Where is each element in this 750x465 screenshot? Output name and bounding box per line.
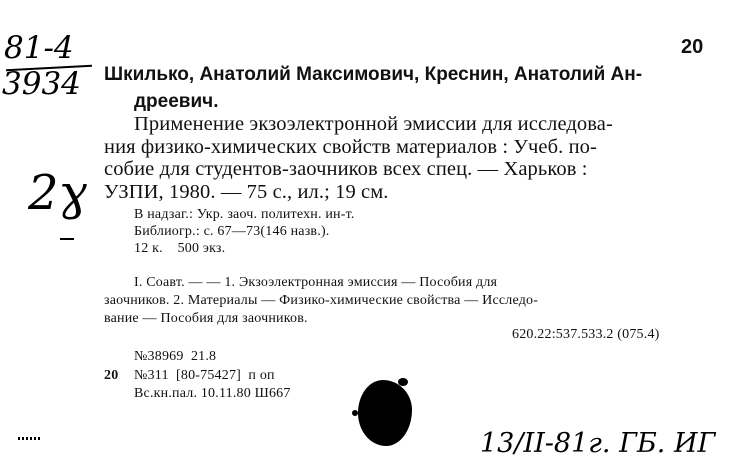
shelfmark-top: 81-4	[4, 30, 74, 66]
tracing-line: заочников. 2. Материалы — Физико-химические свойства — Исследо-	[104, 293, 539, 308]
title-line: ния физико-химических свойств материалов : Учеб. по-	[104, 136, 597, 158]
card-number: 20	[681, 36, 704, 58]
ink-speck	[398, 378, 408, 386]
title-line: собие для студентов-заочников всех спец. — Харьков :	[104, 158, 588, 180]
note-line: Библиогр.: с. 67—73(146 назв.).	[134, 224, 330, 239]
dust-mark	[18, 437, 40, 440]
author-heading-cont: дреевич.	[134, 91, 219, 112]
ink-speck	[352, 410, 358, 416]
record-line: №38969 21.8	[134, 349, 217, 364]
record-prefix: 20	[104, 368, 119, 383]
record-line: №311 [80-75427] п оп	[134, 368, 275, 383]
tracing-line: I. Соавт. — — 1. Экзоэлектронная эмиссия — Пособия для	[134, 275, 498, 290]
title-line: УЗПИ, 1980. — 75 с., ил.; 19 см.	[104, 181, 389, 203]
tracing-line: вание — Пособия для заочников.	[104, 311, 308, 326]
ink-blot	[358, 380, 412, 446]
udc-code: 620.22:537.533.2 (075.4)	[512, 327, 660, 342]
note-line: 12 к. 500 экз.	[134, 241, 226, 256]
note-line: В надзаг.: Укр. заоч. политехн. ин-т.	[134, 207, 355, 222]
handwritten-date-note: 13/II-81г. ГБ. ИГ	[480, 428, 716, 459]
shelfmark-bottom: 3934	[2, 66, 81, 102]
title-line: Применение экзоэлектронной эмиссии для исследова-	[134, 113, 613, 135]
author-heading: Шкилько, Анатолий Максимович, Креснин, Анатолий Ан-	[104, 64, 643, 85]
record-line: Вс.кн.пал. 10.11.80 Ш667	[134, 386, 291, 401]
handwritten-letter: 2ɣ	[28, 165, 88, 221]
tick-mark	[60, 238, 74, 240]
